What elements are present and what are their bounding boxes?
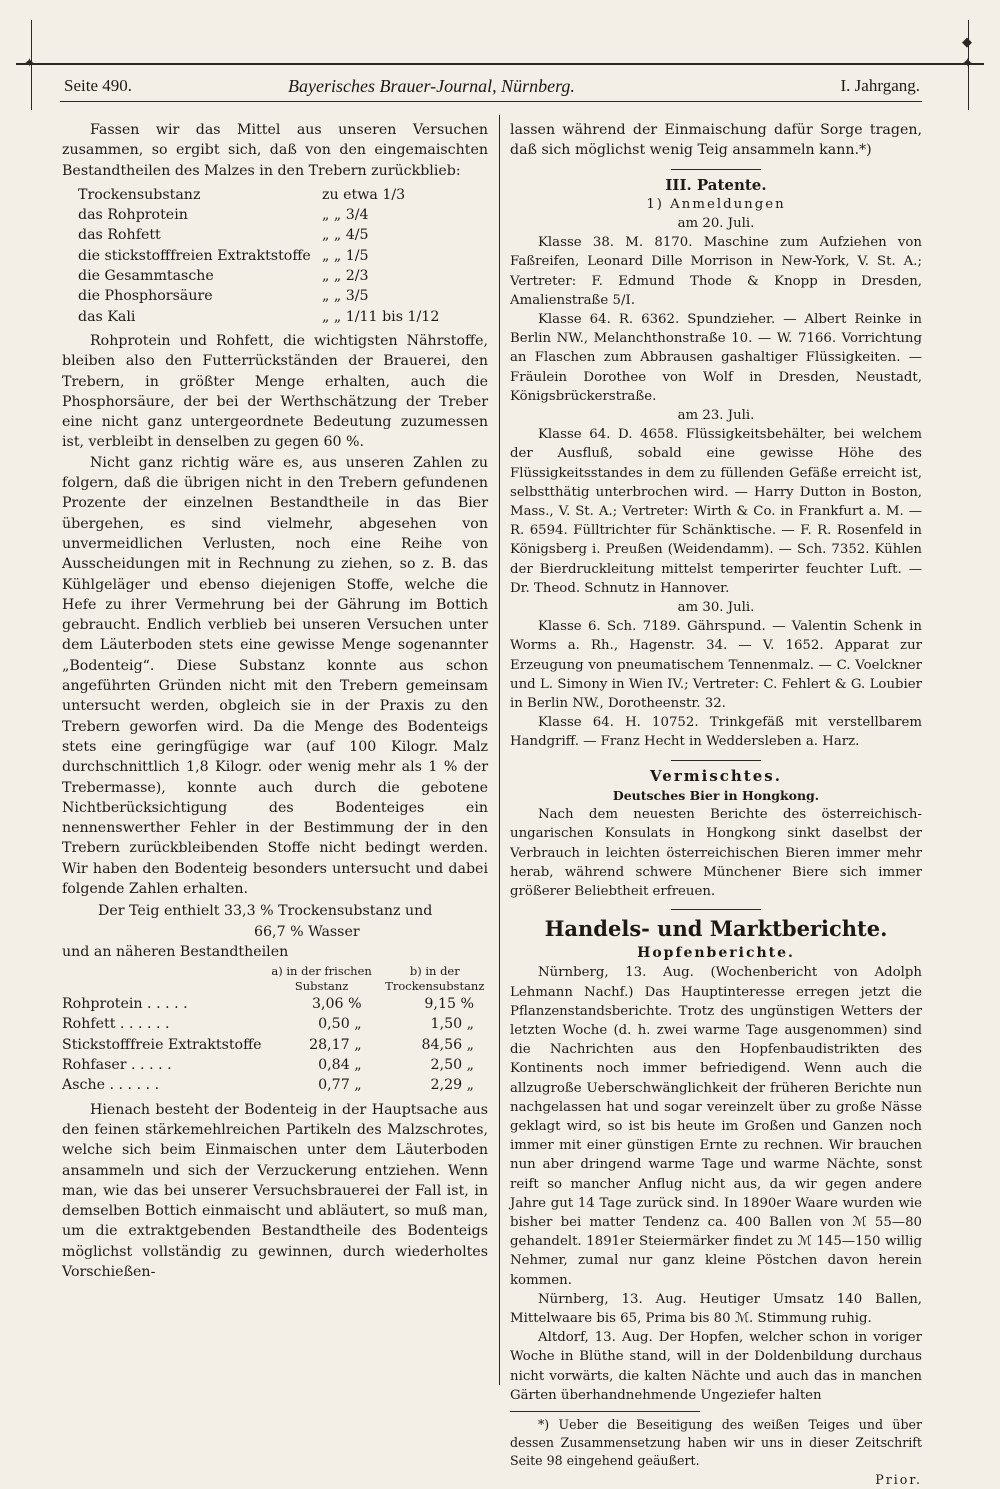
list-item: die Gesammtasche „ „ 2/3: [78, 268, 369, 285]
patent-entry: Klasse 38. M. 8170. Maschine zum Aufziehen von Faßreifen, Leonard Dille Morrison in New-York, V. St. A.; Vertreter: F. Edmund Thode & Knopp in Dresden, Amalienstraße 5/I.: [510, 235, 922, 308]
article-title: Deutsches Bier in Hongkong.: [612, 787, 820, 803]
list-item: das Rohfett „ „ 4/5: [78, 227, 369, 244]
paragraph: Nicht ganz richtig wäre es, aus unseren Zahlen zu folgern, daß die übrigen nicht in den Trebern gefundenen Prozente der einzelnen Bestandtheile in das Bier übergehen, es sind vielmehr, abgesehen von unvermeidlichen Verlusten, noch eine Reihe von Ausscheidungen mit in Rechnung zu ziehen, so z. B. das Kühlgeläger und ebenso diejenigen Stoffe, welche die Hefe zu ihrer Vermehrung bei der Gährung im Bottich gebraucht. Endlich verblieb bei unseren Versuchen unter dem Läuterboden stets eine gewisse Menge sogenannter „Bodenteig“. Diese Substanz konnte aus schon angeführten Gründen nicht mit den Trebern gemeinsam untersucht werden, obgleich sie in der Praxis zu den Trebern geworfen wird. Da die Menge des Bodenteigs stets eine geringfügige war (auf 100 Kilogr. Malz durchschnittlich 1,8 Kilogr. oder wenig mehr als 1 % der Trebermasse), konnte auch durch die gebotene Nichtberücksichtigung des Bodenteiges ein nennenswerther Fehler in der Bestimmung der in den Trebern zurückbleibenden Stoffe nicht bedingt werden. Wir haben den Bodenteig besonders untersucht und dabei folgende Zahlen erhalten.: [62, 454, 488, 897]
market-report: Nürnberg, 13. Aug. (Wochenbericht von Adolph Lehmann Nachf.) Das Hauptinteresse erregen jetzt die Pflanzenstandsberichte. Trotz des ungünstigen Wetters der letzten Woche (d. h. zwei warme Tage ausgenommen) sind die Nachrichten aus den Hopfenbaudistrikten des Kontinents noch immer befriedigend. Wenn auch die allzugroße Ueberschwänglichkeit der früheren Berichte nun nachgelassen hat und sogar vereinzelt über zu große Nässe geklagt wird, so ist bis heute im Großen und Ganzen noch immer mit einer günstigen Ernte zu rechnen. Wir brauchen nun aber dringend warme Tage und warme Nächte, sonst reift so mancher Anflug nicht aus, da wir gegen andere Jahre gut 14 Tage zurück sind. In 1890er Waare wurden wie bisher bei matter Tendenz ca. 400 Ballen von ℳ 55—80 gehandelt. 1891er Steiermärker findet zu ℳ 145—150 willig Nehmer, zumal nur ganz kleine Pöstchen davon herein kommen.: [510, 965, 922, 1288]
table-row: Asche . . . . . . 0,77 „ 2,29 „: [62, 1077, 474, 1094]
patent-entry: Klasse 64. D. 4658. Flüssigkeitsbehälter, bei welchem der Ausfluß, sobald eine gewisse Höhe des Flüssigkeitsstandes in dem zu füllenden Gefäße erreicht ist, selbstthätig unterbrochen wird. — Harry Dutton in Boston, Mass., V. St. A.; Vertreter: Wirth & Co. in Frankfurt a. M. — R. 6594. Fülltrichter für Schänktische. — F. R. Rosenfeld in Königsberg i. Preußen (Weidendamm). — Sch. 7352. Kühlen der Bierdruckleitung mittelst temperirter feuchter Luft. — Dr. Theod. Schnutz in Hannover.: [510, 427, 922, 596]
table-row: Rohprotein . . . . . 3,06 % 9,15 %: [62, 996, 474, 1013]
patent-entry: Klasse 6. Sch. 7189. Gährspund. — Valentin Schenk in Worms a. Rh., Hagenstr. 34. — V. 1652. Apparat zur Erzeugung von pneumatischem Tennenmalz. — C. Voelckner und L. Simony in Wien IV.; Vertreter: C. Fehlert & G. Loubier in Berlin NW., Dorotheenstr. 32.: [510, 619, 922, 712]
list-item: die Phosphorsäure „ „ 3/5: [78, 288, 369, 305]
volume-year: I. Jahrgang.: [840, 76, 920, 95]
section-title-handel: Handels- und Marktberichte.: [544, 916, 888, 942]
table-row: Rohfaser . . . . . 0,84 „ 2,50 „: [62, 1057, 474, 1074]
table-row: Stickstofffreie Extraktstoffe 28,17 „ 84,56 „: [62, 1036, 474, 1053]
section-divider: [671, 909, 761, 910]
composition-table: [62, 964, 488, 1095]
continued-paragraph: lassen während der Einmaischung dafür Sorge tragen, daß sich möglichst wenig Teig ansammeln kann.*): [510, 122, 922, 159]
subsection-title: 1) Anmeldungen: [646, 196, 786, 212]
section-title-patente: III. Patente.: [665, 175, 767, 194]
footnote-divider: [510, 1411, 700, 1412]
journal-title: Bayerisches Brauer-Journal, Nürnberg.: [288, 76, 575, 96]
section-title-vermischtes: Vermischtes.: [650, 766, 782, 785]
section-divider: [671, 760, 761, 761]
list-item: das Kali „ „ 1/11 bis 1/12: [78, 308, 440, 325]
table-row: Rohfett . . . . . . 0,50 „ 1,50 „: [62, 1016, 474, 1033]
page-number: Seite 490.: [64, 76, 132, 95]
market-report: Altdorf, 13. Aug. Der Hopfen, welcher schon in voriger Woche in Blüthe stand, will in der Doldenbildung durchaus nicht vorwärts, die kalten Nächte und auch das in manchen Gärten überhandnehmende Ungeziefer halten: [510, 1330, 922, 1403]
list-item: die stickstofffreien Extraktstoffe „ „ 1/5: [78, 247, 369, 264]
corner-mark-icon: ✦: [24, 56, 35, 71]
footnote: *) Ueber die Beseitigung des weißen Teiges und über dessen Zusammensetzung haben wir uns in dieser Zeitschrift Seite 98 eingehend geäußert.: [510, 1416, 922, 1468]
section-divider: [671, 169, 761, 170]
column-divider: [499, 115, 500, 1385]
top-rule: [16, 63, 984, 65]
intro-paragraph: Fassen wir das Mittel aus unseren Versuchen zusammen, so ergibt sich, daß von den eingemaischten Bestandtheilen des Malzes in den Trebern zurückblieb:: [62, 122, 488, 179]
running-header: [62, 76, 920, 100]
list-item: das Rohprotein „ „ 3/4: [78, 207, 369, 224]
article-text: Nach dem neuesten Berichte des österreichisch-ungarischen Konsulats in Hongkong sinkt daselbst der Verbrauch in leichten österreichischen Bieren immer mehr herab, während schwere Münchener Biere sich immer größerer Beliebtheit erfreuen.: [510, 807, 922, 899]
patent-entry: Klasse 64. H. 10752. Trinkgefäß mit verstellbarem Handgriff. — Franz Hecht in Weddersleben a. Harz.: [510, 715, 922, 750]
corner-mark-icon: ◆: [962, 35, 972, 50]
teig-line: 66,7 % Wasser: [254, 923, 360, 940]
teig-line: und an näheren Bestandtheilen: [62, 943, 289, 960]
table-header: [62, 964, 488, 994]
left-column: [62, 120, 488, 1282]
signature: Prior.: [875, 1471, 922, 1487]
header-rule: [60, 101, 922, 102]
column-header-a: a) in der frischen Substanz: [271, 964, 372, 994]
paragraph: Hienach besteht der Bodenteig in der Hauptsache aus den feinen stärkemehlreichen Partikeln des Malzschrotes, welche sich beim Einmaischen unter dem Läuterboden ansammeln und sich der Verzuckerung entziehen. Wenn man, wie das bei unserer Versuchsbrauerei der Fall ist, in demselben Bottich einmaischt und abläutert, so muß man, um die extraktgebenden Bestandtheile des Bodenteigs möglichst vollständig zu gewinnen, durch wiederholtes Vorschießen-: [62, 1101, 488, 1281]
residue-list: [78, 185, 458, 327]
date-heading: am 23. Juli.: [677, 408, 755, 424]
patent-entry: Klasse 64. R. 6362. Spundzieher. — Albert Reinke in Berlin NW., Melanchthonstraße 10. — W. 7166. Vorrichtung an Flaschen zum Abbrausen gashaltiger Flüssigkeiten. — Fräulein Dorothee von Wolf in Dresden, Neustadt, Königsbrückerstraße.: [510, 312, 922, 404]
paragraph: Rohprotein und Rohfett, die wichtigsten Nährstoffe, bleiben also den Futterrückständen der Brauerei, den Trebern, in größter Menge erhalten, auch die Phosphorsäure, der bei der Werthschätzung der Treber eine nicht ganz untergeordnete Bedeutung zuzumessen ist, verbleibt in denselben zu gegen 60 %.: [62, 332, 488, 451]
date-heading: am 20. Juli.: [677, 216, 755, 231]
subsection-title-hopfen: Hopfenberichte.: [637, 945, 795, 962]
list-item: Trockensubstanz zu etwa 1/3: [78, 186, 406, 203]
column-header-b: b) in der Trockensubstanz: [385, 964, 485, 994]
date-heading: am 30. Juli.: [677, 600, 755, 616]
corner-mark-icon: ✦: [962, 56, 973, 71]
right-column: [510, 120, 922, 1489]
market-report: Nürnberg, 13. Aug. Heutiger Umsatz 140 Ballen, Mittelwaare bis 65, Prima bis 80 ℳ. Stimmung ruhig.: [510, 1291, 922, 1326]
teig-line: Der Teig enthielt 33,3 % Trockensubstanz und: [98, 903, 433, 920]
